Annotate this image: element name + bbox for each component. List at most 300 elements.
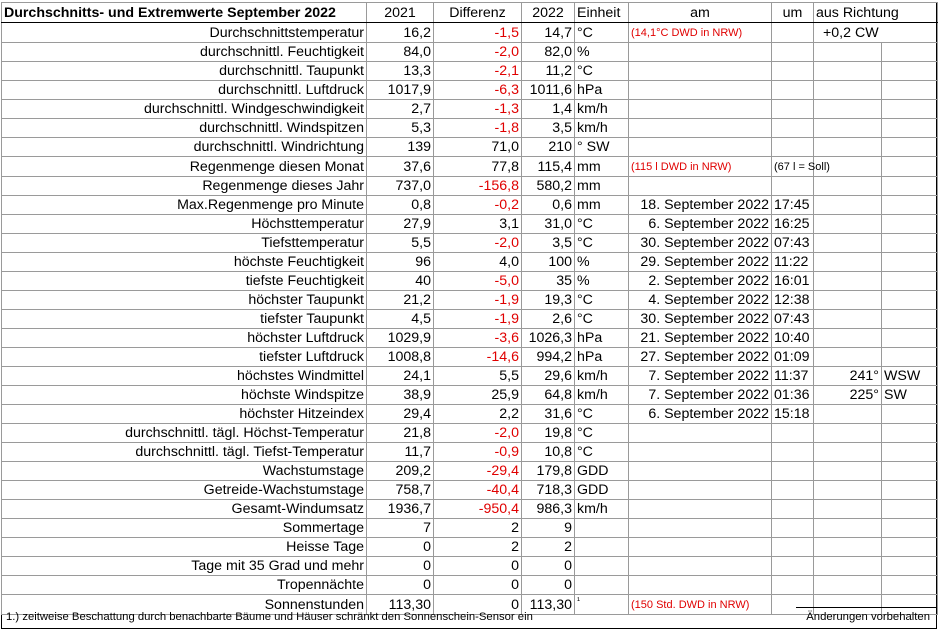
wind-degree [814, 348, 882, 367]
unit: % [575, 272, 629, 291]
value-2022: 1026,3 [522, 329, 575, 348]
row-label: höchster Hitzeindex [2, 405, 367, 424]
soll-note-text: (67 l = Soll) [774, 161, 830, 173]
value-2021: 758,7 [367, 481, 434, 500]
date-am [629, 462, 772, 481]
table-row [2, 576, 938, 595]
value-2021: 11,7 [367, 443, 434, 462]
date-am [629, 500, 772, 519]
value-2021: 24,1 [367, 367, 434, 386]
time-um [772, 519, 814, 538]
time-um [772, 481, 814, 500]
date-am [629, 519, 772, 538]
value-diff: -0,2 [434, 196, 522, 215]
value-2022: 10,8 [522, 443, 575, 462]
unit: °C [575, 23, 629, 43]
table-row [2, 272, 938, 291]
row-label: durchschnittl. Windgeschwindigkeit [2, 100, 367, 119]
wind-direction: SW [882, 386, 938, 405]
table-row [2, 348, 938, 367]
date-am [629, 538, 772, 557]
wind-direction [882, 138, 938, 157]
row-label: höchste Feuchtigkeit [2, 253, 367, 272]
table-row [2, 100, 938, 119]
value-diff: 77,8 [434, 157, 522, 177]
row-label: höchster Taupunkt [2, 291, 367, 310]
value-2022: 19,8 [522, 424, 575, 443]
value-diff: 0 [434, 576, 522, 595]
wind-direction [882, 557, 938, 576]
date-am [629, 557, 772, 576]
value-2022: 210 [522, 138, 575, 157]
dwd-note-text: (150 Std. DWD in NRW) [631, 599, 750, 611]
value-2022: 179,8 [522, 462, 575, 481]
date-am: 27. September 2022 [629, 348, 772, 367]
row-label: Durchschnittstemperatur [2, 23, 367, 43]
dwd-note-text: (115 l DWD in NRW) [631, 161, 732, 173]
table-row [2, 310, 938, 329]
page-title: Durchschnitts- und Extremwerte September 2022 [2, 3, 367, 23]
wind-direction [882, 119, 938, 138]
wind-degree [814, 519, 882, 538]
time-um: 11:22 [772, 253, 814, 272]
wind-degree [814, 119, 882, 138]
wind-direction [882, 215, 938, 234]
row-label: tiefster Luftdruck [2, 348, 367, 367]
wind-direction: WSW [882, 367, 938, 386]
col-header-am: am [629, 3, 772, 23]
row-label: durchschnittl. tägl. Höchst-Temperatur [2, 424, 367, 443]
value-diff: 25,9 [434, 386, 522, 405]
value-diff: -2,1 [434, 62, 522, 81]
header-row [2, 3, 938, 23]
value-diff: 2,2 [434, 405, 522, 424]
unit: °C [575, 291, 629, 310]
table-row [2, 500, 938, 519]
time-um [772, 443, 814, 462]
wind-direction [882, 253, 938, 272]
value-diff: -156,8 [434, 177, 522, 196]
time-um [772, 500, 814, 519]
value-2022: 31,6 [522, 405, 575, 424]
value-diff: -2,0 [434, 234, 522, 253]
time-um: 07:43 [772, 234, 814, 253]
value-diff: -40,4 [434, 481, 522, 500]
value-diff: 0 [434, 557, 522, 576]
wind-degree [814, 291, 882, 310]
time-um: 17:45 [772, 196, 814, 215]
wind-degree [814, 557, 882, 576]
row-label: Regenmenge dieses Jahr [2, 177, 367, 196]
time-um: 16:25 [772, 215, 814, 234]
wind-degree [814, 43, 882, 62]
time-um [772, 424, 814, 443]
unit: % [575, 253, 629, 272]
value-2021: 37,6 [367, 157, 434, 177]
value-2022: 986,3 [522, 500, 575, 519]
value-2022: 29,6 [522, 367, 575, 386]
table-row [2, 253, 938, 272]
value-2021: 113,30 [367, 595, 434, 615]
time-um [772, 557, 814, 576]
row-label: tiefster Taupunkt [2, 310, 367, 329]
value-2021: 84,0 [367, 43, 434, 62]
date-am [629, 576, 772, 595]
value-2021: 139 [367, 138, 434, 157]
value-2021: 27,9 [367, 215, 434, 234]
time-um [772, 177, 814, 196]
value-2021: 5,3 [367, 119, 434, 138]
date-am [629, 119, 772, 138]
row-label: Höchsttemperatur [2, 215, 367, 234]
wind-direction [882, 234, 938, 253]
wind-degree [814, 538, 882, 557]
row-label: Tage mit 35 Grad und mehr [2, 557, 367, 576]
table-row [2, 329, 938, 348]
value-2021: 737,0 [367, 177, 434, 196]
wind-direction [882, 519, 938, 538]
unit: hPa [575, 81, 629, 100]
value-diff: -1,8 [434, 119, 522, 138]
wind-degree: 225° [814, 386, 882, 405]
value-2022: 3,5 [522, 119, 575, 138]
table-row [2, 557, 938, 576]
time-um [772, 23, 814, 43]
value-2022: 0,6 [522, 196, 575, 215]
row-label: Wachstumstage [2, 462, 367, 481]
date-am: 2. September 2022 [629, 272, 772, 291]
unit: mm [575, 196, 629, 215]
date-am [629, 138, 772, 157]
table-row [2, 119, 938, 138]
unit [575, 538, 629, 557]
value-2021: 1008,8 [367, 348, 434, 367]
time-um: 01:09 [772, 348, 814, 367]
wind-direction [882, 329, 938, 348]
wind-direction [882, 157, 938, 177]
time-um [772, 119, 814, 138]
row-label: Tiefsttemperatur [2, 234, 367, 253]
value-2022: 0 [522, 557, 575, 576]
unit: km/h [575, 119, 629, 138]
wind-degree [814, 177, 882, 196]
wind-degree [814, 424, 882, 443]
date-am [629, 177, 772, 196]
wind-direction [882, 443, 938, 462]
value-diff: -14,6 [434, 348, 522, 367]
date-am [629, 424, 772, 443]
value-2021: 209,2 [367, 462, 434, 481]
value-2022: 2 [522, 538, 575, 557]
value-2022: 1,4 [522, 100, 575, 119]
date-am: 29. September 2022 [629, 253, 772, 272]
value-2022: 113,30 [522, 595, 575, 615]
row-label: durchschnittl. Luftdruck [2, 81, 367, 100]
row-label: Sommertage [2, 519, 367, 538]
unit: km/h [575, 500, 629, 519]
table-row [2, 215, 938, 234]
stats-table [1, 2, 938, 615]
row-label: durchschnittl. Feuchtigkeit [2, 43, 367, 62]
value-2022: 100 [522, 253, 575, 272]
wind-degree [814, 329, 882, 348]
wind-direction [882, 424, 938, 443]
table-row [2, 138, 938, 157]
wind-degree [814, 234, 882, 253]
table-row [2, 405, 938, 424]
wind-direction [882, 538, 938, 557]
wind-degree [814, 81, 882, 100]
row-label: höchster Luftdruck [2, 329, 367, 348]
wind-direction [882, 310, 938, 329]
footnote: 1.) zeitweise Beschattung durch benachbarte Bäume und Häuser schränkt den Sonnenschein-Sensor ein [6, 611, 533, 623]
table-row [2, 538, 938, 557]
wind-degree [814, 100, 882, 119]
table-row [2, 462, 938, 481]
value-2021: 16,2 [367, 23, 434, 43]
time-um: 01:36 [772, 386, 814, 405]
time-um [772, 538, 814, 557]
soll-note [772, 157, 830, 177]
value-2022: 1011,6 [522, 81, 575, 100]
table-row [2, 291, 938, 310]
value-2022: 35 [522, 272, 575, 291]
value-2022: 64,8 [522, 386, 575, 405]
time-um: 16:01 [772, 272, 814, 291]
dwd-note [629, 23, 772, 43]
deviation-value: +0,2 CW [814, 23, 938, 43]
unit: % [575, 43, 629, 62]
value-2022: 9 [522, 519, 575, 538]
table-row [2, 481, 938, 500]
wind-direction [882, 177, 938, 196]
value-2021: 21,8 [367, 424, 434, 443]
wind-degree [814, 405, 882, 424]
value-2022: 115,4 [522, 157, 575, 177]
table-row [2, 443, 938, 462]
table-row [2, 424, 938, 443]
row-label: durchschnittl. Windspitzen [2, 119, 367, 138]
value-2022: 14,7 [522, 23, 575, 43]
dwd-note-text: (14,1°C DWD in NRW) [631, 27, 743, 39]
unit: hPa [575, 348, 629, 367]
wind-degree [814, 272, 882, 291]
time-um: 07:43 [772, 310, 814, 329]
table-row [2, 196, 938, 215]
table-row [2, 81, 938, 100]
unit: °C [575, 443, 629, 462]
time-um: 12:38 [772, 291, 814, 310]
time-um [772, 462, 814, 481]
value-2021: 0 [367, 576, 434, 595]
value-2021: 29,4 [367, 405, 434, 424]
value-2022: 31,0 [522, 215, 575, 234]
date-am: 7. September 2022 [629, 367, 772, 386]
table-row [2, 234, 938, 253]
wind-degree [814, 576, 882, 595]
value-diff: 3,1 [434, 215, 522, 234]
value-2021: 21,2 [367, 291, 434, 310]
value-diff: -0,9 [434, 443, 522, 462]
row-label: Regenmenge diesen Monat [2, 157, 367, 177]
row-label: Max.Regenmenge pro Minute [2, 196, 367, 215]
value-diff: -5,0 [434, 272, 522, 291]
value-diff: -3,6 [434, 329, 522, 348]
value-diff: 2 [434, 538, 522, 557]
wind-degree [814, 462, 882, 481]
value-2021: 40 [367, 272, 434, 291]
value-diff: -950,4 [434, 500, 522, 519]
wind-direction [882, 291, 938, 310]
value-diff: 2 [434, 519, 522, 538]
wind-degree [814, 62, 882, 81]
value-diff: -1,5 [434, 23, 522, 43]
value-2021: 0,8 [367, 196, 434, 215]
value-diff: -1,9 [434, 310, 522, 329]
value-2021: 4,5 [367, 310, 434, 329]
date-am [629, 62, 772, 81]
time-um [772, 43, 814, 62]
col-header-2021: 2021 [367, 3, 434, 23]
wind-direction [882, 348, 938, 367]
row-label: Gesamt-Windumsatz [2, 500, 367, 519]
value-2021: 1029,9 [367, 329, 434, 348]
value-2021: 2,7 [367, 100, 434, 119]
date-am [629, 43, 772, 62]
value-2021: 96 [367, 253, 434, 272]
unit: °C [575, 405, 629, 424]
wind-direction [882, 500, 938, 519]
row-label: Heisse Tage [2, 538, 367, 557]
value-2022: 580,2 [522, 177, 575, 196]
unit: °C [575, 62, 629, 81]
table-row [2, 367, 938, 386]
wind-direction [882, 462, 938, 481]
date-am: 6. September 2022 [629, 405, 772, 424]
table-row [2, 157, 938, 177]
value-2021: 13,3 [367, 62, 434, 81]
value-diff: -1,9 [434, 291, 522, 310]
row-label: durchschnittl. Taupunkt [2, 62, 367, 81]
value-diff: -6,3 [434, 81, 522, 100]
unit: °C [575, 424, 629, 443]
table-row [2, 519, 938, 538]
date-am: 6. September 2022 [629, 215, 772, 234]
wind-degree: 241° [814, 367, 882, 386]
unit: hPa [575, 329, 629, 348]
wind-degree [814, 138, 882, 157]
value-diff: -2,0 [434, 43, 522, 62]
value-2022: 3,5 [522, 234, 575, 253]
wind-degree [814, 443, 882, 462]
wind-degree [814, 215, 882, 234]
value-2021: 7 [367, 519, 434, 538]
row-label: höchstes Windmittel [2, 367, 367, 386]
date-am: 30. September 2022 [629, 310, 772, 329]
row-label: tiefste Feuchtigkeit [2, 272, 367, 291]
dwd-note [629, 157, 772, 177]
col-header-um: um [772, 3, 814, 23]
unit [575, 557, 629, 576]
value-diff: 5,5 [434, 367, 522, 386]
unit: °C [575, 234, 629, 253]
unit: km/h [575, 367, 629, 386]
date-am: 4. September 2022 [629, 291, 772, 310]
unit: mm [575, 177, 629, 196]
row-label: höchste Windspitze [2, 386, 367, 405]
unit: °C [575, 310, 629, 329]
wind-direction [882, 100, 938, 119]
date-am [629, 443, 772, 462]
date-am [629, 81, 772, 100]
footer [2, 607, 936, 628]
time-um [772, 62, 814, 81]
date-am: 30. September 2022 [629, 234, 772, 253]
wind-direction [882, 272, 938, 291]
wind-direction [882, 481, 938, 500]
date-am: 18. September 2022 [629, 196, 772, 215]
value-2021: 1017,9 [367, 81, 434, 100]
time-um: 10:40 [772, 329, 814, 348]
wind-degree [814, 310, 882, 329]
table-row [2, 62, 938, 81]
wind-degree [814, 481, 882, 500]
value-diff: -29,4 [434, 462, 522, 481]
unit: km/h [575, 100, 629, 119]
unit: ° SW [575, 138, 629, 157]
row-label: Sonnenstunden [2, 595, 367, 615]
value-2022: 2,6 [522, 310, 575, 329]
value-diff: 0 [434, 595, 522, 615]
time-um [772, 100, 814, 119]
row-label: durchschnittl. tägl. Tiefst-Temperatur [2, 443, 367, 462]
value-diff: -2,0 [434, 424, 522, 443]
unit: mm [575, 157, 629, 177]
wind-direction [882, 196, 938, 215]
table-row [2, 386, 938, 405]
value-2022: 994,2 [522, 348, 575, 367]
time-um [772, 138, 814, 157]
unit: km/h [575, 386, 629, 405]
value-2022: 0 [522, 576, 575, 595]
row-label: Tropennächte [2, 576, 367, 595]
time-um: 15:18 [772, 405, 814, 424]
row-label: durchschnittl. Windrichtung [2, 138, 367, 157]
wind-degree [814, 196, 882, 215]
footnote-marker: ¹ [577, 594, 580, 605]
weather-stats-sheet [1, 2, 937, 629]
col-header-richtung: aus Richtung [814, 3, 938, 23]
value-diff: 71,0 [434, 138, 522, 157]
time-um: 11:37 [772, 367, 814, 386]
value-2022: 82,0 [522, 43, 575, 62]
wind-direction [882, 43, 938, 62]
value-diff: -1,3 [434, 100, 522, 119]
value-2021: 1936,7 [367, 500, 434, 519]
table-row [2, 43, 938, 62]
col-header-differenz: Differenz [434, 3, 522, 23]
wind-direction [882, 405, 938, 424]
wind-degree [814, 500, 882, 519]
row-label: Getreide-Wachstumstage [2, 481, 367, 500]
time-um [772, 81, 814, 100]
date-am [629, 100, 772, 119]
table-row [2, 23, 938, 43]
unit [575, 576, 629, 595]
wind-direction [882, 81, 938, 100]
wind-direction [882, 62, 938, 81]
value-2021: 38,9 [367, 386, 434, 405]
